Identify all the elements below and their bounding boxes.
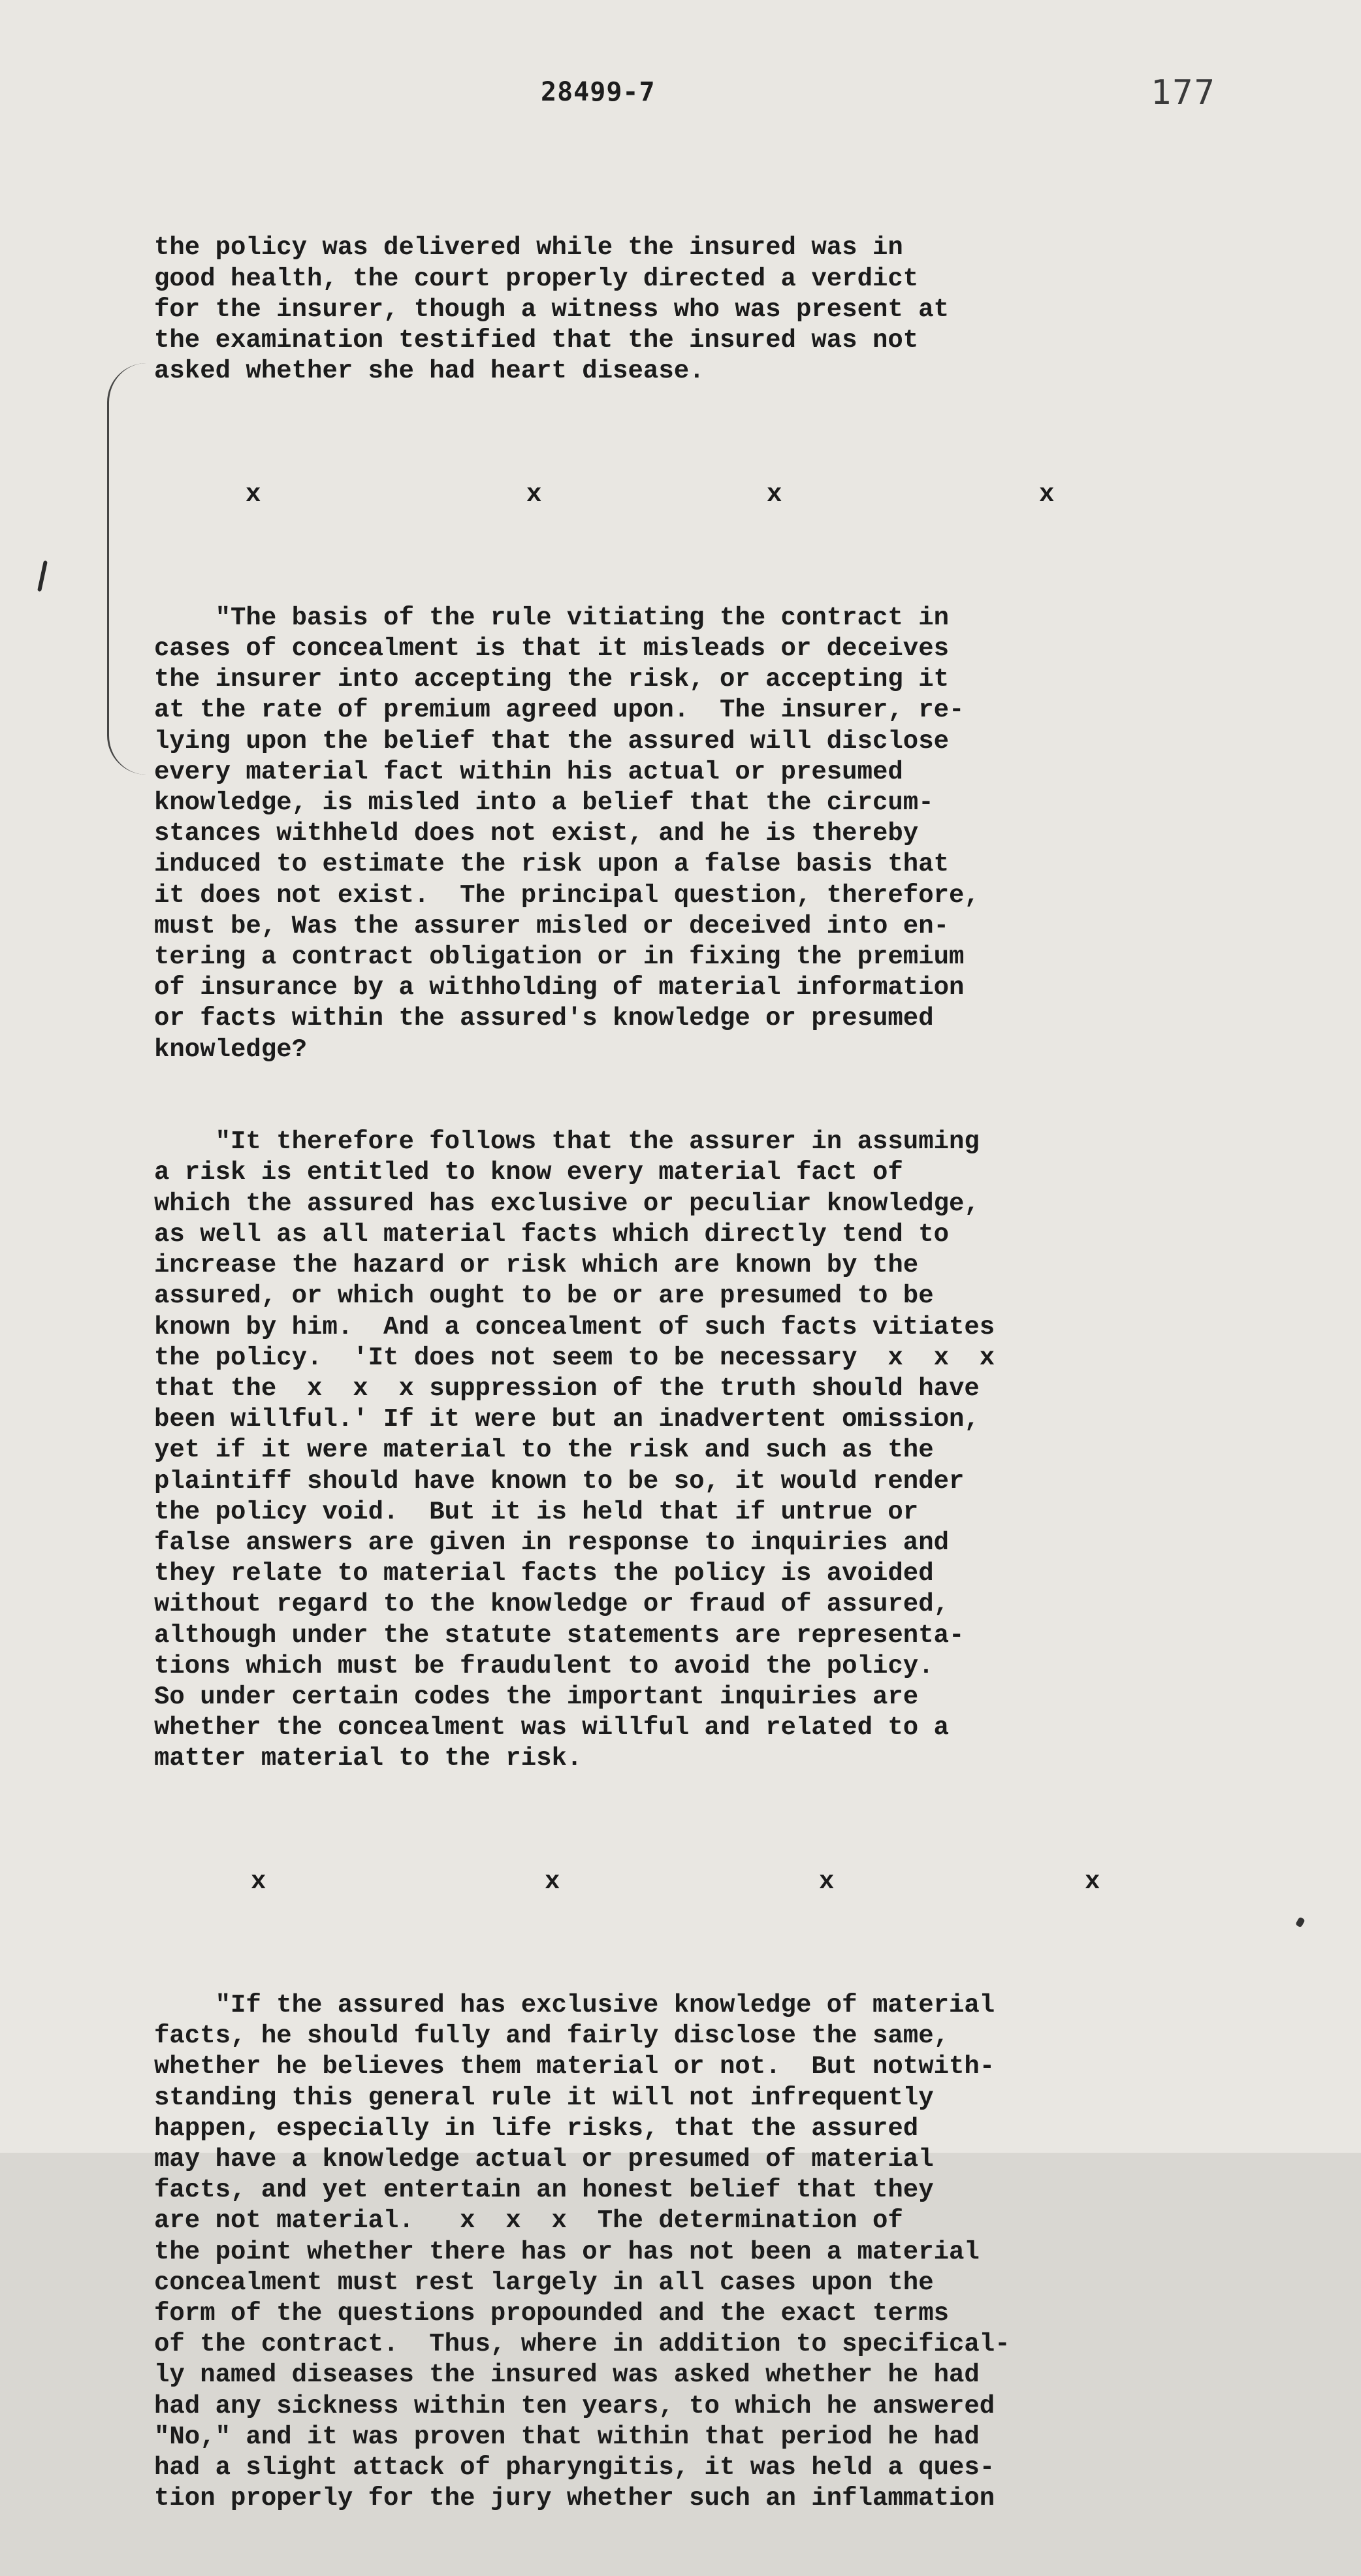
- paragraph-assurer-entitled: "It therefore follows that the assurer in assuming a risk is entitled to know every material fact of which the assured has exclusive or peculiar knowledge, as well as all material facts which directly tend to increase the hazard or risk which are known by the assured, or which ought to be or are presumed to be known by him. And a concealment of such facts vitiates the policy. 'It does not seem to be necessary x x x that the x x x suppression of the truth should have been willful.' If it were but an inadvertent omission, yet if it were material to the risk and such as the plaintiff should have known to be so, it would render the policy void. But it is held that if untrue or false answers are given in response to inquiries and they relate to material facts the policy is avoided without regard to the knowledge or fraud of assured, although under the statute statements are representa- tions which must be fraudulent to avoid the policy. So under certain codes the important inquiries are whether the concealment was willful and related to a matter material to the risk.: [154, 1127, 995, 1773]
- paragraph-continuation: the policy was delivered while the insured was in good health, the court properly directed a verdict for the insurer, though a witness who was present at the examination testified that the insured was not asked whether she had heart disease.: [154, 233, 949, 386]
- page-number: 177: [1151, 73, 1216, 112]
- paragraph-exclusive-knowledge: "If the assured has exclusive knowledge of material facts, he should fully and fairly disclose the same, whether he believes them material or not. But notwith- standing this general rule it will not infrequently happen, especially in life risks, that the assured may have a knowledge actual or presumed of material facts, and yet entertain an honest belief that they are not material. x x x The determination of the point whether there has or has not been a material concealment must rest largely in all cases upon the form of the questions propounded and the exact terms of the contract. Thus, where in addition to specifical- ly named diseases the insured was asked whether he had had any sickness within ten years, to which he answered "No," and it was proven that within that period he had had a slight attack of pharyngitis, it was held a ques- tion properly for the jury whether such an inflammation: [154, 1990, 1010, 2513]
- x-mark: x: [1039, 480, 1055, 509]
- margin-pencil-mark: [37, 560, 48, 592]
- x-mark: x: [819, 1867, 835, 1897]
- margin-ink-dot: [1295, 1916, 1305, 1927]
- handwritten-bracket-mark: [107, 363, 148, 775]
- x-mark: x: [246, 480, 261, 509]
- x-mark: x: [251, 1867, 266, 1897]
- x-mark: x: [545, 1867, 560, 1897]
- body-text: [154, 171, 1199, 2576]
- x-mark: x: [1085, 1867, 1100, 1897]
- ellipsis-x-row: [154, 1867, 1199, 1897]
- ellipsis-x-row: [154, 479, 1199, 510]
- file-number: 28499-7: [541, 77, 656, 107]
- x-mark: x: [526, 480, 542, 509]
- x-mark: x: [767, 480, 782, 509]
- paragraph-basis-of-rule: "The basis of the rule vitiating the contract in cases of concealment is that it misleads or deceives the insurer into accepting the risk, or accepting it at the rate of premium agreed upon. The insurer, re- lying upon the belief that the assured will disclose every material fact within his actual or presumed knowledge, is misled into a belief that the circum- stances withheld does not exist, and he is thereby induced to estimate the risk upon a false basis that it does not exist. The principal question, therefore, must be, Was the assurer misled or deceived into en- tering a contract obligation or in fixing the premium of insurance by a withholding of material information or facts within the assured's knowledge or presumed knowledge?: [154, 603, 980, 1064]
